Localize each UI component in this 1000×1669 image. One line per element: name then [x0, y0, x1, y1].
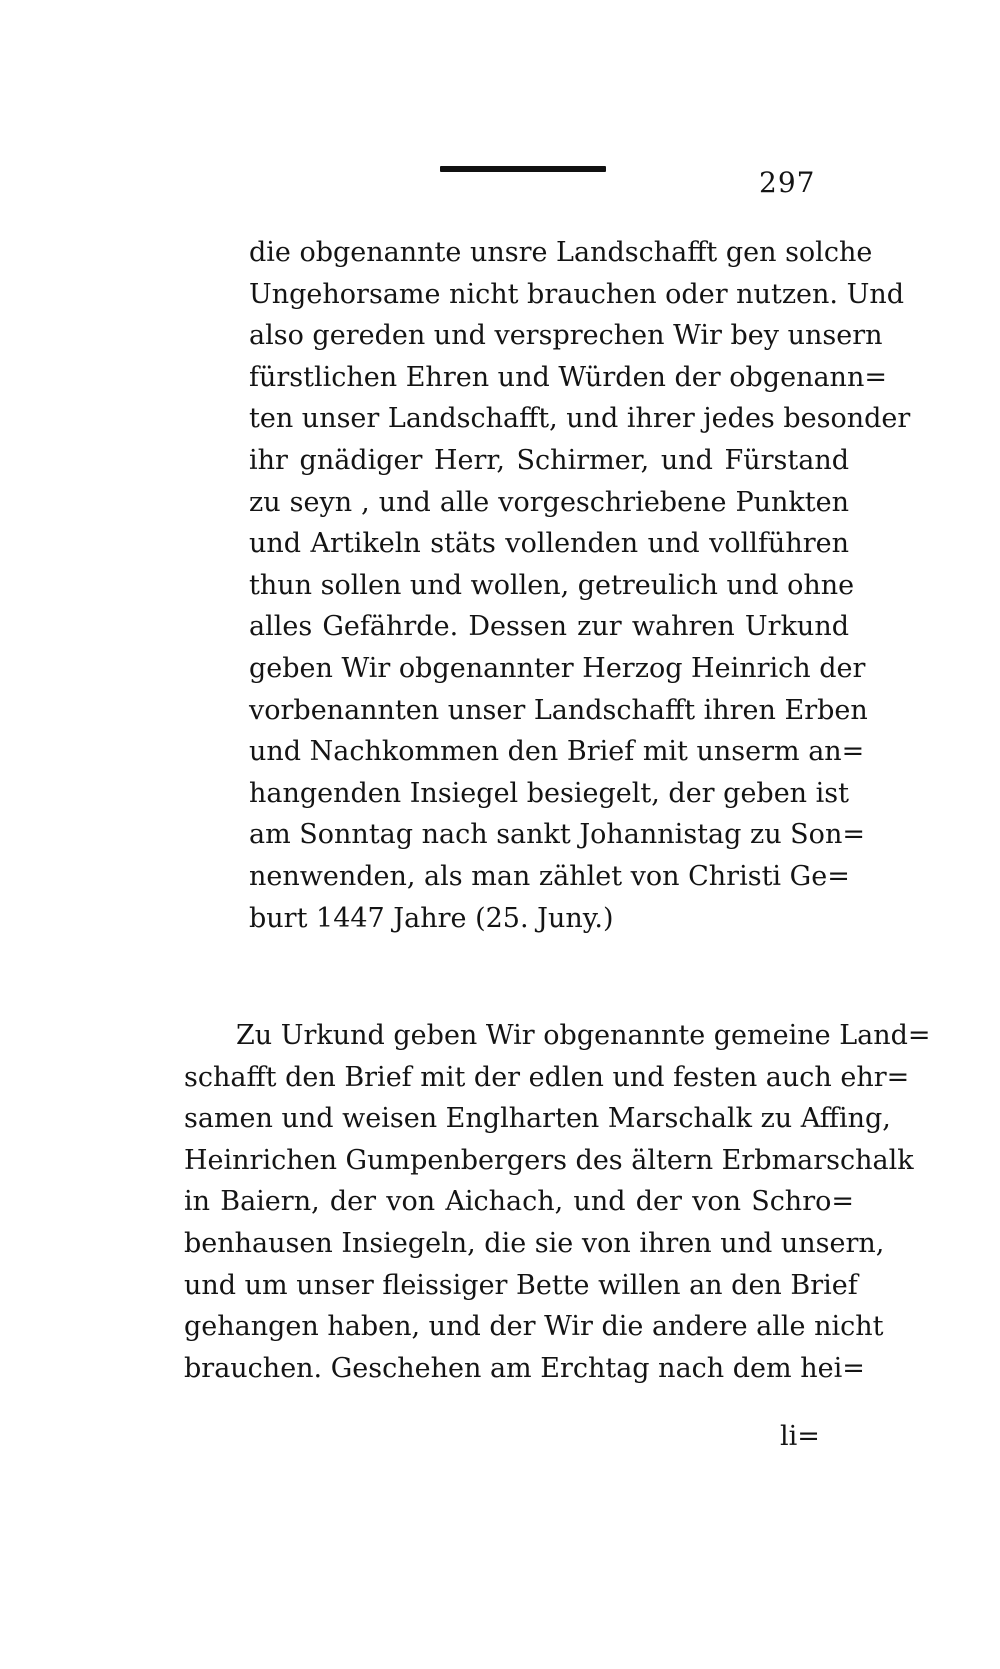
text-line: hangenden Insiegel besiegelt, der geben ist	[249, 777, 849, 809]
text-line: zu seyn , und alle vorgeschriebene Punkten	[249, 486, 849, 518]
text-line: Zu Urkund geben Wir obgenannte gemeine Land=	[236, 1020, 931, 1051]
text-line: schafft den Brief mit der edlen und festen auch ehr=	[184, 1061, 910, 1093]
text-line: burt 1447 Jahre (25. Juny.)	[249, 902, 614, 934]
text-line: und Artikeln stäts vollenden und vollführen	[249, 528, 849, 560]
text-line: ihr gnädiger Herr, Schirmer, und Fürstand	[249, 444, 849, 476]
text-line: Ungehorsame nicht brauchen oder nutzen. Und	[249, 278, 905, 310]
text-line: vorbenannten unser Landschafft ihren Erben	[249, 694, 868, 726]
text-line: alles Gefährde. Dessen zur wahren Urkund	[249, 611, 849, 643]
text-line: gehangen haben, und der Wir die andere alle nicht	[184, 1311, 884, 1343]
text-line: Heinrichen Gumpenbergers des ältern Erbmarschalk	[184, 1144, 914, 1176]
text-line: am Sonntag nach sankt Johannistag zu Son=	[249, 819, 865, 851]
text-line: die obgenannte unsre Landschafft gen solche	[249, 237, 873, 268]
text-line: brauchen. Geschehen am Erchtag nach dem hei=	[184, 1352, 865, 1384]
paragraph-1	[249, 232, 911, 939]
page-number: 297	[759, 166, 816, 199]
text-line: nenwenden, als man zählet von Christi Ge=	[249, 860, 850, 892]
text-line: in Baiern, der von Aichach, und der von Schro=	[184, 1186, 854, 1218]
text-line: geben Wir obgenannter Herzog Heinrich der	[249, 652, 866, 684]
header-rule	[440, 166, 606, 172]
text-line: also gereden und versprechen Wir bey unsern	[249, 320, 883, 352]
text-line: und Nachkommen den Brief mit unserm an=	[249, 736, 865, 768]
text-line: thun sollen und wollen, getreulich und ohne	[249, 569, 855, 601]
text-line: und um unser fleissiger Bette willen an den Brief	[184, 1269, 858, 1301]
text-line: fürstlichen Ehren und Würden der obgenann=	[249, 361, 887, 393]
catchword: li=	[780, 1421, 820, 1452]
paragraph-2	[184, 1015, 931, 1389]
text-line: ten unser Landschafft, und ihrer jedes besonder	[249, 403, 911, 435]
text-line: benhausen Insiegeln, die sie von ihren und unsern,	[184, 1227, 885, 1259]
text-line: samen und weisen Englharten Marschalk zu Affing,	[184, 1103, 891, 1135]
